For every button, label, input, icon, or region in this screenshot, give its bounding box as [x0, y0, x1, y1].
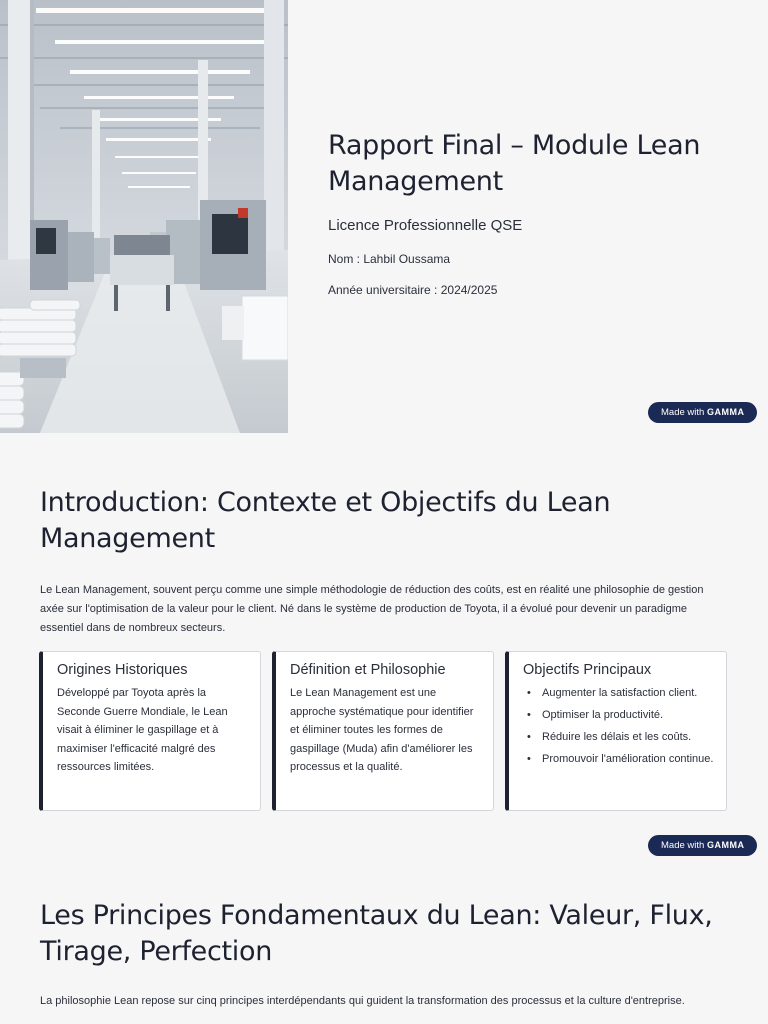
made-with-gamma-badge[interactable] [648, 402, 757, 423]
card-text: Le Lean Management est une approche systématique pour identifier et éliminer toutes les formes de gaspillage (Muda) afin d'améliorer les processus et la qualité. [290, 687, 474, 773]
card-origins [39, 651, 261, 811]
factory-photo [0, 0, 288, 433]
card-title: Définition et Philosophie [290, 662, 446, 678]
gamma-logo: GAMMA [706, 840, 745, 850]
made-with-gamma-badge[interactable] [648, 835, 757, 856]
slide-title: Les Principes Fondamentaux du Lean: Valeur, Flux, Tirage, Perfection [40, 900, 713, 967]
list-item: • Promouvoir l'amélioration continue. [523, 750, 714, 770]
list-item: • Optimiser la productivité. [523, 706, 714, 726]
program-subtitle: Licence Professionnelle QSE [328, 217, 523, 234]
badge-prefix: Made with [661, 407, 705, 418]
report-title: Rapport Final – Module Lean Management [328, 130, 701, 197]
card-objectives [505, 651, 727, 811]
card-text: Développé par Toyota après la Seconde Guerre Mondiale, le Lean visait à éliminer le gaspillage et à maximiser l'efficacité malgré des ressources limitées. [57, 687, 228, 773]
card-title: Objectifs Principaux [523, 662, 652, 678]
card-title: Origines Historiques [57, 662, 188, 678]
title-block [328, 128, 748, 297]
intro-paragraph: Le Lean Management, souvent perçu comme une simple méthodologie de réduction des coûts, est en réalité une philosophie de gestion axée sur l'optimisation de la valeur pour le client. Né dans le système de production de Toyota, il a évolué pour devenir un paradigme essentiel dans de nombreux secteurs. [40, 584, 704, 634]
academic-year: Année universitaire : 2024/2025 [328, 283, 498, 297]
slide-title: Introduction: Contexte et Objectifs du Lean Management [40, 487, 611, 554]
list-item: • Augmenter la satisfaction client. [523, 684, 714, 704]
introduction-slide [0, 433, 768, 868]
principles-slide [0, 868, 768, 1024]
list-item: • Réduire les délais et les coûts. [523, 728, 714, 748]
lead-paragraph: La philosophie Lean repose sur cinq principes interdépendants qui guident la transformation des processus et la culture d'entreprise. [40, 995, 685, 1007]
title-slide [0, 0, 768, 433]
card-definition [272, 651, 494, 811]
author-name: Nom : Lahbil Oussama [328, 252, 451, 266]
objectives-list [523, 684, 714, 770]
gamma-logo: GAMMA [706, 407, 745, 417]
badge-prefix: Made with [661, 840, 705, 851]
